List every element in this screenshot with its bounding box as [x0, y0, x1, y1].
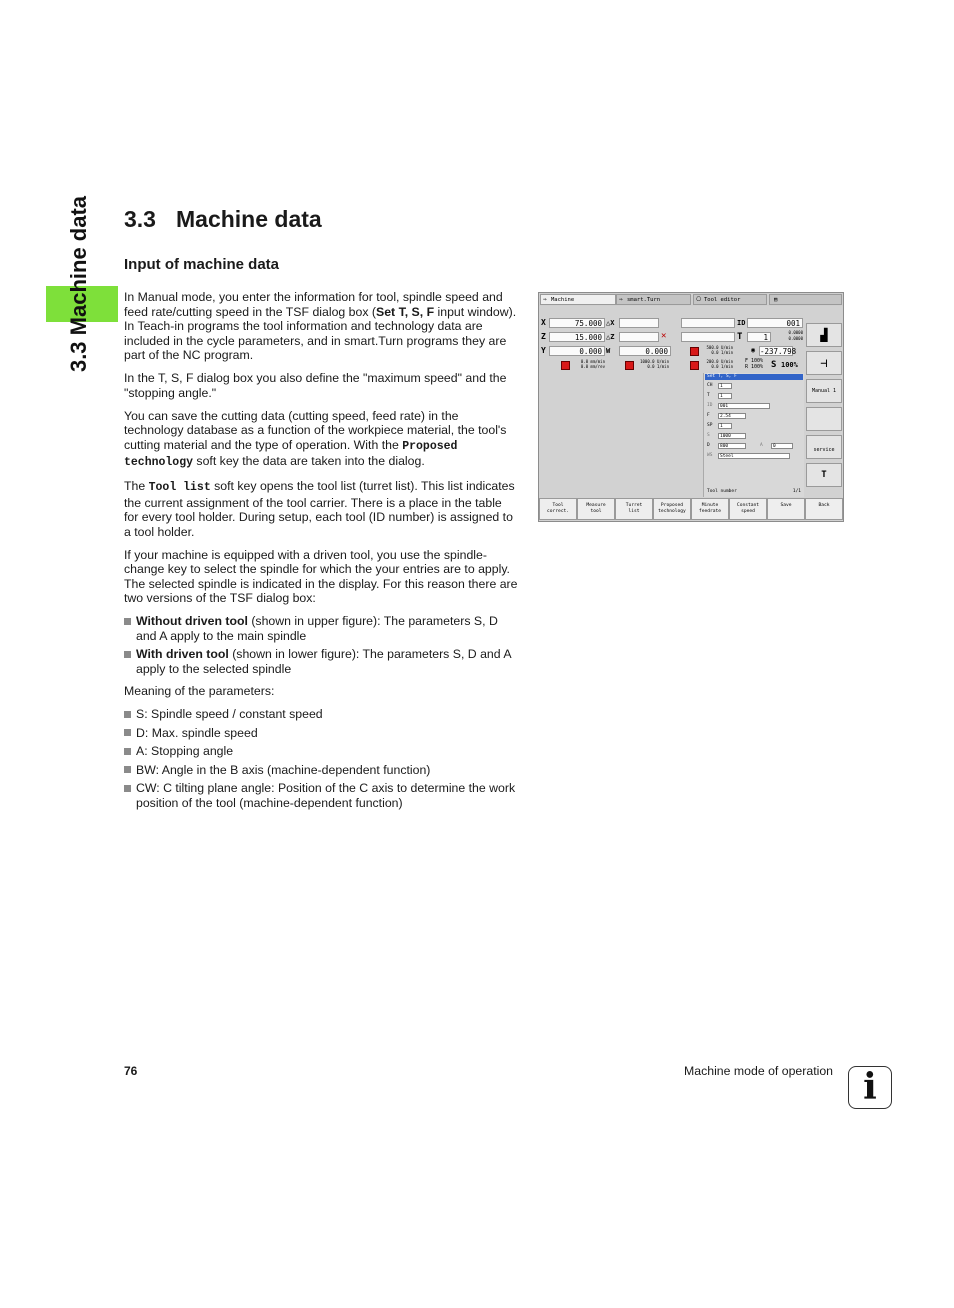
- bullet-square-icon: [124, 729, 131, 736]
- bullet-square-icon: [124, 651, 131, 658]
- spindle-2-icon: [690, 361, 699, 370]
- tsf-dialog: Set T, S, F CH 1 T 1 ID 001 F 2.54 SP 1 S 1000 D 800 A 0 WS Steel Tool number 1/1: [703, 373, 804, 497]
- sp2-top: 1000.0 U/min: [640, 359, 669, 364]
- softkey-proposed-technology[interactable]: Proposed technology: [653, 498, 691, 520]
- dialog-title: Set T, S, F: [705, 374, 803, 380]
- b-small-bot: 0.0000: [788, 336, 803, 341]
- section-heading: [124, 206, 322, 233]
- sp2-bot: 0.0 1/min: [647, 364, 669, 369]
- tab-storage[interactable]: [769, 294, 842, 305]
- z-dist-label: △Z: [606, 333, 615, 341]
- position-icon: ◉: [751, 346, 756, 354]
- aux-field-2: [681, 332, 735, 342]
- vsoftkey-manual[interactable]: Manual 1: [806, 379, 842, 403]
- sp3-top: 200.0 U/min: [706, 359, 733, 364]
- x-value: 75.000: [549, 318, 605, 328]
- softkey-measure-tool[interactable]: Measure tool: [577, 498, 615, 520]
- t-label: T: [737, 332, 743, 342]
- vsoftkey-service[interactable]: service: [806, 435, 842, 459]
- softkey-tool-correct[interactable]: Tool correct.: [539, 498, 577, 520]
- axis-x-label: X: [541, 318, 546, 327]
- bullet-square-icon: [124, 711, 131, 718]
- paragraph-2: In the T, S, F dialog box you also define the "maximum speed" and the "stopping angle.": [124, 371, 507, 400]
- x-dist-label: △X: [606, 319, 615, 327]
- arrow-icon: ⇒: [543, 296, 547, 303]
- t-value: 1: [747, 332, 771, 342]
- tab-bar: [539, 293, 843, 306]
- vsoftkey-2[interactable]: [806, 351, 842, 375]
- w-label: W: [606, 347, 611, 355]
- paragraph-5: If your machine is equipped with a driven tool, you use the spindle-change key to select the spindle for which the your entries are to apply. The selected spindle is indicated in the display. For this reason there are two versions of the TSF dialog box:: [124, 547, 518, 605]
- bullet-without-driven-tool: Without driven tool (shown in upper figure): The parameters S, D and A apply to the main spindle: [124, 614, 518, 643]
- softkey-save[interactable]: Save: [767, 498, 805, 520]
- dialog-footer: Tool number 1/1: [707, 489, 801, 494]
- tool-holder-icon: ⊣: [820, 356, 828, 370]
- position-display: [539, 315, 805, 371]
- tab-machine[interactable]: ⇒ Machine: [540, 294, 616, 305]
- spindle-off-icon: ✕: [661, 331, 667, 341]
- footer-section-title: Machine mode of operation: [684, 1064, 834, 1078]
- tab-smart-turn[interactable]: ⇒ smart.Turn: [616, 294, 691, 305]
- tool-icon: ⎔: [696, 296, 702, 303]
- id-value: 001: [747, 318, 803, 328]
- z-dist-field: [619, 332, 659, 342]
- paragraph-4: The Tool list soft key opens the tool list (turret list). This list indicates the current assignment of the tool carrier. There is a place in the table for every tool holder. During setup, each tool (ID number) is assigned to a tool holder.: [124, 479, 515, 539]
- param-item: CW: C tilting plane angle: Position of the C axis to determine the work position of the tool (machine-dependent function): [124, 781, 518, 810]
- softkey-minute-feedrate[interactable]: Minute feedrate: [691, 498, 729, 520]
- spindle-1-icon: [625, 361, 634, 370]
- sp1-bot: 0.0 1/min: [711, 350, 733, 355]
- id-label: ID: [737, 319, 746, 327]
- x-dist-field: [619, 318, 659, 328]
- s-override: 100%: [781, 361, 798, 369]
- paragraph-3: You can save the cutting data (cutting speed, feed rate) in the technology database as a function of the workpiece material, the tool's cutting material and the type of operation. With the Proposed technology soft key the data are taken into the dialog.: [124, 408, 507, 469]
- bullet-square-icon: [124, 748, 131, 755]
- arrow-icon: ⇒: [619, 296, 623, 303]
- param-item: A: Stopping angle: [124, 744, 518, 759]
- param-item: BW: Angle in the B axis (machine-dependent function): [124, 763, 518, 778]
- spindle-4-icon: [690, 347, 699, 356]
- bullet-square-icon: [124, 785, 131, 792]
- param-item: S: Spindle speed / constant speed: [124, 707, 518, 722]
- s-label: S: [771, 360, 777, 370]
- vsoftkey-4[interactable]: [806, 407, 842, 431]
- sp1-top: 500.0 U/min: [706, 345, 733, 350]
- section-title: Machine data: [176, 206, 322, 232]
- w-value: 0.000: [619, 346, 671, 356]
- subheading: Input of machine data: [124, 256, 280, 273]
- softkey-constant-speed[interactable]: Constant speed: [729, 498, 767, 520]
- machine-screenshot: [538, 292, 844, 522]
- axis-y-label: Y: [541, 346, 546, 355]
- side-tab-label: 3.3 Machine data: [66, 195, 91, 373]
- softkey-back[interactable]: Back: [805, 498, 843, 520]
- paragraph-6: Meaning of the parameters:: [124, 684, 275, 698]
- section-number: 3.3: [124, 206, 156, 232]
- body-text: [124, 290, 518, 814]
- axis-z-label: Z: [541, 332, 546, 341]
- bullet-with-driven-tool: With driven tool (shown in lower figure): The parameters S, D and A apply to the selected spindle: [124, 647, 518, 676]
- feed-top: 0.0 mm/min: [580, 359, 605, 364]
- paragraph-1: In Manual mode, you enter the information for tool, spindle speed and feed rate/cutting speed in the TSF dialog box (Set T, S, F input window). In Teach-in programs the tool information and technology data are included in the cycle parameters, and in smart.Turn programs they are part of the NC program.: [124, 290, 517, 362]
- feed-bot: 0.0 mm/rev: [580, 364, 605, 369]
- y-value: 0.000: [549, 346, 605, 356]
- machine-view-icon: ▟: [820, 328, 828, 342]
- bullet-square-icon: [124, 618, 131, 625]
- rapid-override: R 100%: [745, 364, 764, 370]
- page-number: 76: [124, 1064, 138, 1078]
- sp3-bot: 0.0 1/min: [711, 364, 733, 369]
- b-small-top: 0.0000: [788, 330, 803, 335]
- aux-field-1: [681, 318, 735, 328]
- tab-tool-editor[interactable]: ⎔ Tool editor: [693, 294, 767, 305]
- tool-status-icon: [561, 361, 570, 370]
- angle-value: -237.798: [760, 347, 797, 356]
- disk-icon: ▤: [774, 297, 778, 303]
- info-icon: i: [848, 1066, 892, 1109]
- vsoftkey-1[interactable]: [806, 323, 842, 347]
- feed-override: F 100%: [745, 358, 764, 364]
- z-value: 15.000: [549, 332, 605, 342]
- bullet-square-icon: [124, 766, 131, 773]
- vsoftkey-tool-icon[interactable]: T: [806, 463, 842, 487]
- param-item: D: Max. spindle speed: [124, 726, 518, 741]
- softkey-turret-list[interactable]: Turret list: [615, 498, 653, 520]
